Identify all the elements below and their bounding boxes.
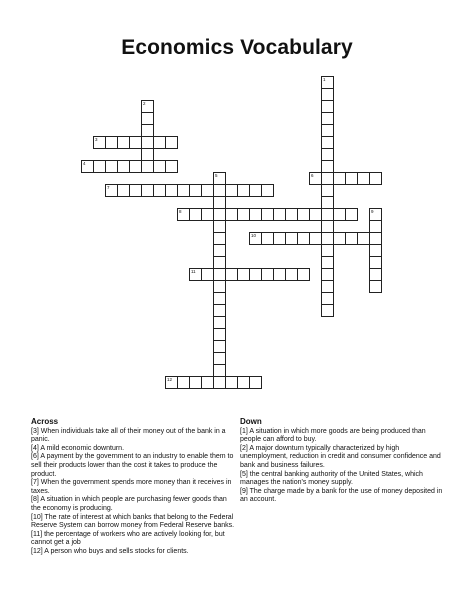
- clue-number-label: 9: [371, 209, 374, 214]
- clue-number-label: 8: [179, 209, 182, 214]
- clue-number-label: 12: [167, 377, 173, 382]
- grid-cell[interactable]: [201, 184, 214, 197]
- grid-cell[interactable]: [129, 136, 142, 149]
- grid-cell[interactable]: [309, 172, 322, 185]
- grid-cell[interactable]: [345, 208, 358, 221]
- grid-cell[interactable]: [129, 160, 142, 173]
- clue-across-7: [7] When the government spends more money than it receives in taxes.: [31, 479, 232, 495]
- down-heading: Down: [240, 417, 262, 426]
- clue-number-label: 7: [107, 185, 110, 190]
- clue-number-label: 5: [215, 173, 218, 178]
- grid-cell[interactable]: [249, 376, 262, 389]
- grid-cell[interactable]: [369, 280, 382, 293]
- page-title: Economics Vocabulary: [121, 36, 353, 59]
- grid-cell[interactable]: [201, 208, 214, 221]
- grid-cell[interactable]: [201, 268, 214, 281]
- clue-number-label: 11: [191, 269, 196, 274]
- grid-cell[interactable]: [261, 184, 274, 197]
- grid-cell[interactable]: [369, 172, 382, 185]
- across-heading: Across: [31, 417, 59, 426]
- clue-down-1: [1] A situation in which more goods are being produced than people can afford to buy.: [240, 427, 426, 444]
- grid-cell[interactable]: [165, 160, 178, 173]
- clue-number-label: 4: [83, 161, 86, 166]
- clue-number-label: 3: [95, 137, 98, 142]
- clue-number-label: 10: [251, 233, 257, 238]
- clue-across-4: [4] A mild economic downturn.: [31, 444, 125, 452]
- clue-across-10: [10] The rate of interest at which banks that belong to the Federal Reserve System can borrow money from Federal Reserve banks.: [31, 513, 235, 530]
- clue-across-11: [11] the percentage of workers who are actively looking for, but cannot get a job: [31, 530, 225, 547]
- clue-down-9: [9] The charge made by a bank for the use of money deposited in an account.: [240, 487, 443, 504]
- grid-cell[interactable]: [297, 268, 310, 281]
- clue-number-label: 2: [143, 101, 146, 106]
- down-clues: [240, 418, 448, 505]
- clue-across-8: [8] A situation in which people are purchasing fewer goods than the economy is producing.: [31, 496, 227, 512]
- clue-number-label: 6: [311, 173, 314, 178]
- grid-cell[interactable]: [165, 136, 178, 149]
- clue-down-2: [2] A major downturn typically characterized by high unemployment, reduction in credit and consumer confidence and bank and business failures.: [240, 444, 441, 469]
- grid-cell[interactable]: [309, 208, 322, 221]
- clue-across-6: [6] A payment by the government to an industry to enable them to sell their products lower than the cost it takes to produce the product.: [31, 453, 234, 478]
- grid-cell[interactable]: [309, 232, 322, 245]
- clue-number-label: 1: [323, 77, 326, 82]
- grid-cell[interactable]: [357, 232, 370, 245]
- clue-across-12: [12] A person who buys and sells stocks for clients.: [31, 547, 189, 555]
- grid-cell[interactable]: [321, 304, 334, 317]
- clue-across-3: [3] When individuals take all of their money out of the bank in a panic.: [31, 427, 226, 444]
- clue-down-5: [5] the central banking authority of the United States, which manages the nation's money supply.: [240, 470, 423, 487]
- across-clues: [31, 418, 235, 557]
